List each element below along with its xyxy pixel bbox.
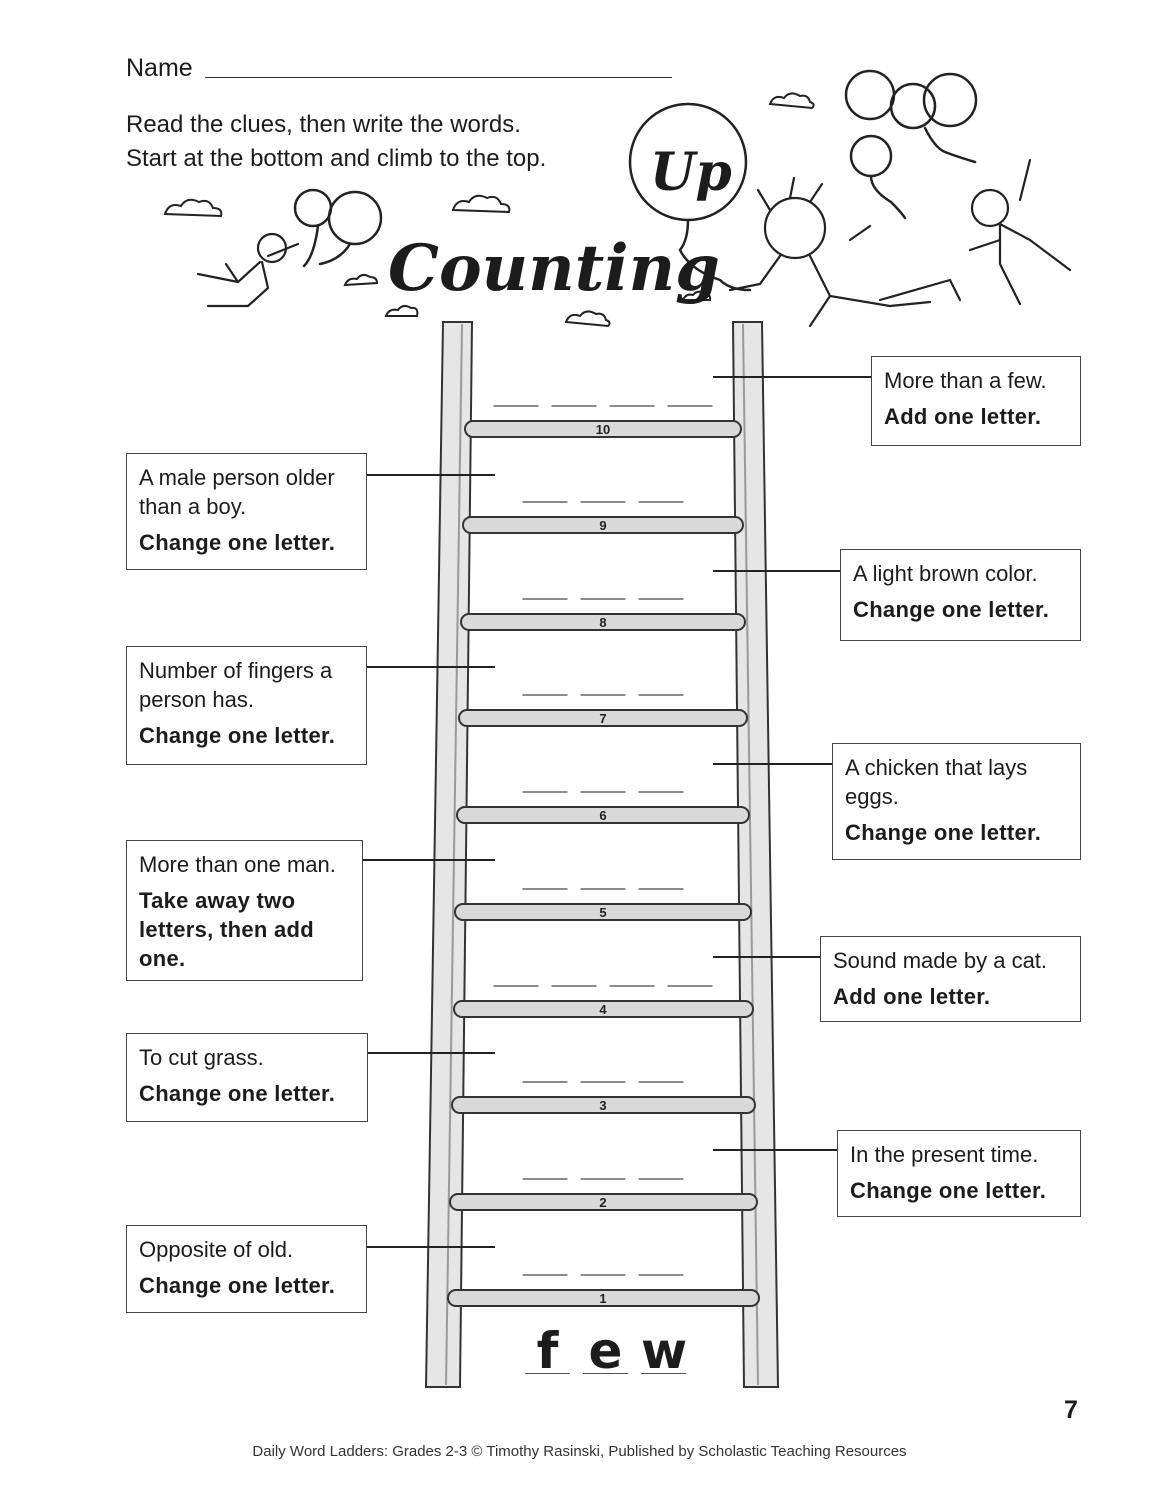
connector-line xyxy=(367,1246,495,1248)
connector-line xyxy=(713,570,840,572)
clue-instruction-4: Add one letter. xyxy=(833,984,991,1009)
clue-instruction-2: Change one letter. xyxy=(850,1178,1047,1203)
clue-instruction-10: Add one letter. xyxy=(884,404,1042,429)
clue-box-9 xyxy=(126,453,367,570)
clue-instruction-9: Change one letter. xyxy=(139,530,336,555)
instruction-line-1: Read the clues, then write the words. xyxy=(126,111,521,138)
name-label: Name xyxy=(126,54,193,82)
clue-instruction-1: Change one letter. xyxy=(139,1273,336,1298)
clue-box-5 xyxy=(126,840,363,981)
connector-line xyxy=(368,1052,495,1054)
start-word-letter: e xyxy=(588,1322,623,1380)
clue-box-2 xyxy=(837,1130,1081,1217)
rung-number: 2 xyxy=(599,1195,607,1210)
connector-line xyxy=(713,1149,837,1151)
rung-number: 7 xyxy=(599,711,607,726)
connector-line xyxy=(713,376,871,378)
rung-number: 4 xyxy=(599,1002,607,1017)
rung-number: 8 xyxy=(599,615,607,630)
clue-text-9: A male person older than a boy. xyxy=(139,465,335,519)
start-word-underline xyxy=(583,1373,628,1374)
clue-box-8 xyxy=(840,549,1081,641)
connector-line xyxy=(713,956,820,958)
clue-text-4: Sound made by a cat. xyxy=(833,948,1048,973)
connector-line xyxy=(367,666,495,668)
start-word-letter: f xyxy=(536,1322,559,1380)
footer-credit: Daily Word Ladders: Grades 2-3 © Timothy Rasinski, Published by Scholastic Teaching Resources xyxy=(252,1443,907,1460)
rung-number: 10 xyxy=(595,422,611,437)
rung-number: 1 xyxy=(599,1291,607,1306)
clue-text-6: A chicken that lays eggs. xyxy=(845,755,1028,809)
clue-text-3: To cut grass. xyxy=(139,1045,264,1070)
title-counting: Counting xyxy=(388,231,720,306)
rung-number: 3 xyxy=(599,1098,607,1113)
start-word-underline xyxy=(525,1373,570,1374)
clue-text-5: More than one man. xyxy=(139,852,336,877)
clue-instruction-3: Change one letter. xyxy=(139,1081,336,1106)
clue-box-1 xyxy=(126,1225,367,1313)
clue-text-7: Number of fingers a person has. xyxy=(139,658,333,712)
clue-box-6 xyxy=(832,743,1081,860)
clue-box-3 xyxy=(126,1033,368,1122)
title-up: Up xyxy=(650,142,732,203)
connector-line xyxy=(367,474,495,476)
clue-instruction-6: Change one letter. xyxy=(845,820,1042,845)
clue-instruction-8: Change one letter. xyxy=(853,597,1050,622)
rung-number: 9 xyxy=(599,518,607,533)
rung-number: 6 xyxy=(599,808,607,823)
clue-box-4 xyxy=(820,936,1081,1022)
clue-instruction-5: Take away two letters, then add one. xyxy=(139,888,315,971)
rung-number: 5 xyxy=(599,905,607,920)
connector-line xyxy=(713,763,832,765)
clue-box-7 xyxy=(126,646,367,765)
clue-text-10: More than a few. xyxy=(884,368,1047,393)
page-number: 7 xyxy=(1064,1396,1078,1424)
clue-text-2: In the present time. xyxy=(850,1142,1039,1167)
clue-instruction-7: Change one letter. xyxy=(139,723,336,748)
clue-box-10 xyxy=(871,356,1081,446)
start-word-underline xyxy=(641,1373,686,1374)
connector-line xyxy=(363,859,495,861)
clue-text-1: Opposite of old. xyxy=(139,1237,294,1262)
instruction-line-2: Start at the bottom and climb to the top. xyxy=(126,145,547,172)
clue-text-8: A light brown color. xyxy=(853,561,1038,586)
start-word-letter: w xyxy=(641,1322,688,1380)
